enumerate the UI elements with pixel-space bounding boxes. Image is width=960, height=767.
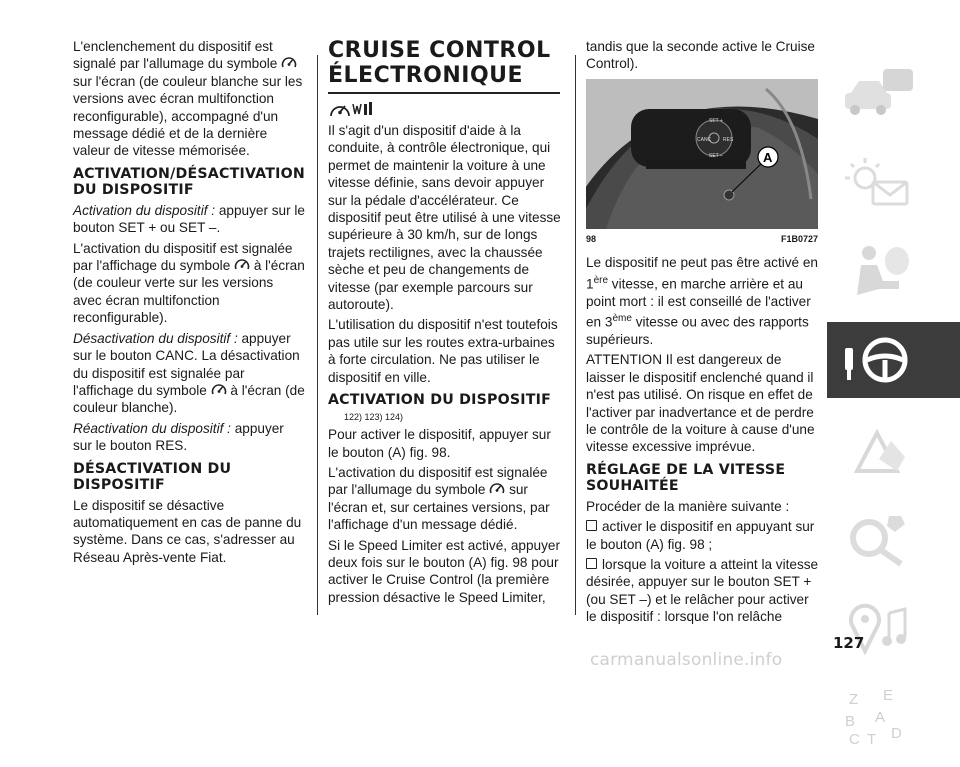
- chapter-tab-vehicle[interactable]: [827, 55, 960, 131]
- page-number: 127: [833, 634, 865, 652]
- paragraph: Si le Speed Limiter est activé, appuyer deux fois sur le bouton (A) fig. 98 pour activer le Cruise Control (la première pression désactive le Speed Limiter,: [328, 537, 560, 605]
- paragraph: L'enclenchement du dispositif est signalé par l'allumage du symbole sur l'écran (de couleur blanche sur les versions avec écran multifonction reconfigurable), accompagné d'un message dédié et de la dernière valeur de vitesse mémorisée.: [73, 39, 303, 159]
- chapter-tab-multimedia[interactable]: [827, 589, 960, 665]
- cruise-control-icon: [489, 482, 505, 496]
- svg-text:A: A: [875, 709, 886, 726]
- bullet-item: lorsque la voiture a atteint la vitesse désirée, appuyer sur le bouton SET + (ou SET –) et le relâcher pour activer le dispositif : lorsque l'on relâche: [586, 556, 819, 625]
- svg-text:C: C: [849, 731, 860, 746]
- chapter-tab-driving[interactable]: [827, 322, 960, 398]
- warning-paragraph: ATTENTION Il est dangereux de laisser le dispositif enclenché quand il n'est pas utilisé. On risque en effet de l'activer par inadvertance et de perdre le contrôle de la voiture à cause d'une vitesse excessive imprévue.: [586, 352, 815, 455]
- paragraph: Le dispositif ne peut pas être activé en 1ère vitesse, en marche arrière et au point mort : il est conseillé de l'activer en 3ème vitesse ou avec des rapports supérieurs.: [586, 255, 818, 347]
- paragraph: L'activation du dispositif est signalée par l'allumage du symbole sur l'écran et, sur certaines versions, par l'affichage d'un message dédié.: [328, 464, 550, 533]
- svg-text:Z: Z: [849, 691, 859, 708]
- column-middle: [328, 38, 562, 609]
- chapter-tabs: [827, 55, 960, 767]
- bullet-item: activer le dispositif en appuyant sur le bouton (A) fig. 98 ;: [586, 519, 815, 552]
- paragraph: Pour activer le dispositif, appuyer sur le bouton (A) fig. 98.: [328, 427, 551, 460]
- paragraph: Il s'agit d'un dispositif d'aide à la conduite, à contrôle électronique, qui permet de maintenir la voiture à une vitesse définie, sans devoir appuyer sur la pédale d'accélérateur. Ce dispositif peut être utilisé à une vitesse supérieure à 30 km/h, sur de longs trajets rectilignes, avec la chaussée sèche et peu de changements de vitesse (par exemple parcours sur autoroute).: [328, 123, 561, 313]
- section-heading: ACTIVATION DU DISPOSITIF: [328, 392, 551, 409]
- steering-wheel-figure: [586, 79, 818, 229]
- btn-set-plus-label: SET +: [709, 117, 723, 124]
- column-divider: [317, 55, 318, 615]
- figure-number: 98: [586, 233, 597, 244]
- paragraph: L'utilisation du dispositif n'est toutefois pas utile sur les routes extra-urbaines à forte circulation. Ne pas utiliser le dispositif en ville.: [328, 317, 558, 385]
- section-heading: RÉGLAGE DE LA VITESSE SOUHAITÉE: [586, 461, 786, 494]
- cruise-control-title-icon: [328, 100, 374, 120]
- page-title: CRUISE CONTROL ÉLECTRONIQUE: [328, 38, 551, 88]
- chapter-tab-index[interactable]: [827, 678, 960, 754]
- section-heading: ACTIVATION/DÉSACTIVATION DU DISPOSITIF: [73, 165, 305, 198]
- note-references: 122) 123) 124): [344, 412, 404, 423]
- figure-code: F1B0727: [780, 233, 818, 244]
- bullet-box-icon: [586, 520, 597, 531]
- paragraph: tandis que la seconde active le Cruise Control).: [586, 39, 815, 72]
- cruise-control-icon: [211, 383, 227, 397]
- watermark-text: carmanualsonline.info: [590, 650, 783, 670]
- dashboard-lights-icon: [839, 152, 919, 212]
- paragraph: L'activation du dispositif est signalée par l'affichage du symbole à l'écran (de couleur verte sur les versions avec écran multifonction reconfigurable).: [73, 240, 305, 326]
- steering-wheel-illustration: [586, 79, 818, 229]
- svg-text:B: B: [845, 713, 856, 730]
- svg-text:T: T: [867, 731, 877, 746]
- btn-res-label: RES: [723, 136, 734, 143]
- paragraph: Réactivation du dispositif : appuyer sur le bouton RES.: [73, 420, 284, 454]
- svg-text:D: D: [891, 725, 902, 742]
- title-underline: [328, 92, 560, 94]
- cruise-control-icon: [281, 56, 297, 70]
- btn-canc-label: CANC: [697, 136, 712, 143]
- maintenance-tools-icon: [839, 508, 919, 568]
- column-right: [586, 38, 822, 629]
- column-divider: [575, 55, 576, 615]
- figure-caption: [586, 231, 818, 248]
- column-left: [73, 38, 305, 569]
- alphabetical-index-icon: [839, 686, 939, 746]
- emergency-warning-icon: [839, 419, 919, 479]
- btn-set-minus-label: SET –: [709, 152, 723, 159]
- bullet-box-icon: [586, 558, 597, 569]
- chapter-tab-dashboard[interactable]: [827, 144, 960, 220]
- paragraph: Le dispositif se désactive automatiquement en cas de panne du système. Dans ce cas, s'adresser au Réseau Après-vente Fiat.: [73, 497, 302, 565]
- svg-text:E: E: [883, 687, 894, 704]
- car-info-icon: [839, 63, 919, 123]
- safety-airbag-icon: [839, 241, 919, 301]
- section-heading: DÉSACTIVATION DU DISPOSITIF: [73, 460, 232, 493]
- chapter-tab-safety[interactable]: [827, 233, 960, 309]
- chapter-tab-emergency[interactable]: [827, 411, 960, 487]
- paragraph: Désactivation du dispositif : appuyer sur le bouton CANC. La désactivation du dispositif est signalée par l'affichage du symbole à l'écran (de couleur blanche).: [73, 330, 305, 416]
- paragraph: Activation du dispositif : appuyer sur le bouton SET + ou SET –.: [73, 202, 305, 236]
- cruise-control-icon: [234, 258, 250, 272]
- callout-a-label: A: [763, 149, 773, 165]
- chapter-tab-maintenance[interactable]: [827, 500, 960, 576]
- paragraph: Procéder de la manière suivante :: [586, 498, 790, 514]
- steering-wheel-key-icon: [839, 330, 919, 390]
